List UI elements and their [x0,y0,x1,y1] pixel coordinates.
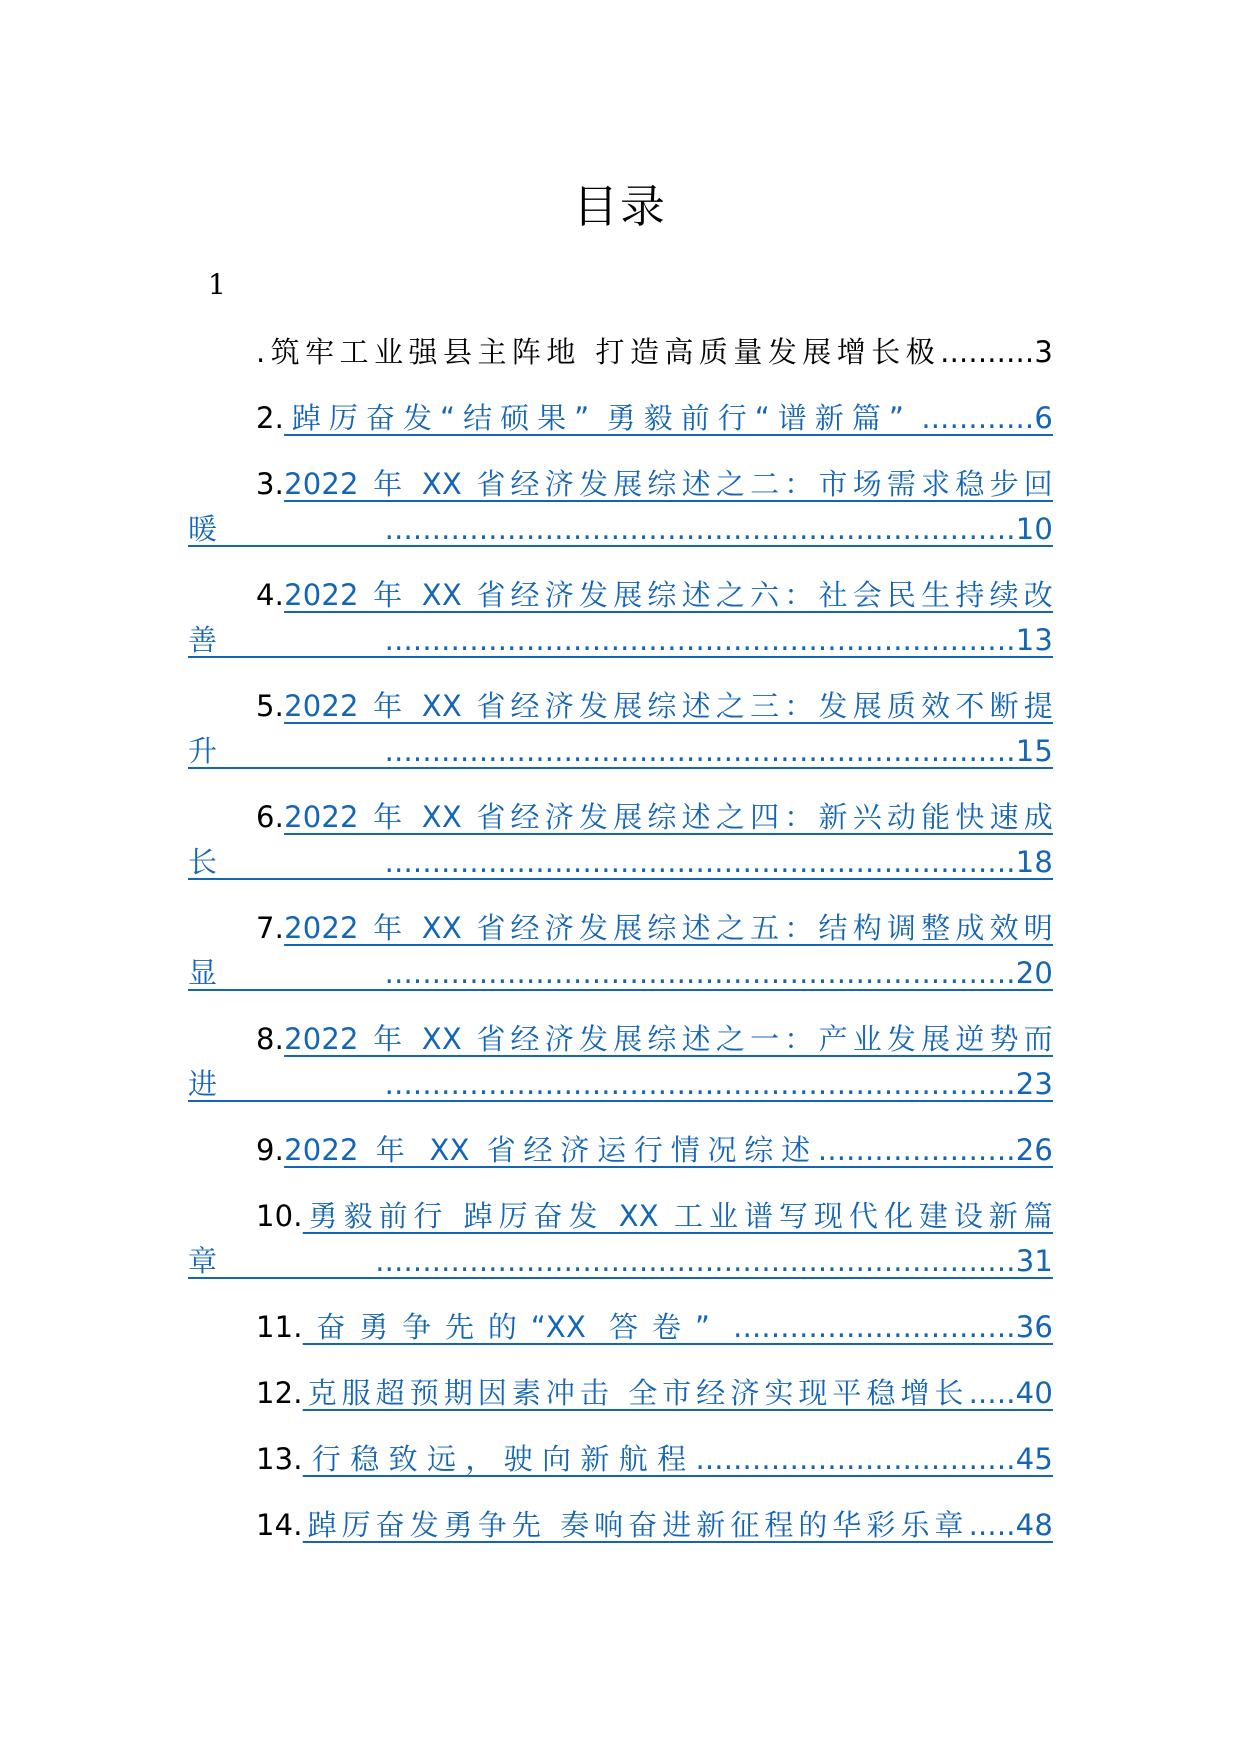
toc-entry-number: 6. [256,800,285,834]
toc-entry-link[interactable]: 2022 年 XX 省经济发展综述之五：结构调整成效明显...................................................................20 [188,911,1053,990]
toc-entry-number: 3. [256,467,285,501]
toc-entry-number: 13. [256,1442,303,1476]
toc-entry-13 [188,1437,1053,1482]
toc-entry-link[interactable]: 2022 年 XX 省经济发展综述之六：社会民生持续改善...................................................................13 [188,578,1053,657]
toc-entry-10 [188,1194,1053,1284]
toc-entry-1 [188,330,1053,375]
toc-entry-link[interactable]: 2022 年 XX 省经济发展综述之一：产业发展逆势而进...................................................................23 [188,1022,1053,1101]
toc-entry-number: 12. [256,1376,303,1410]
table-of-contents [188,330,1053,1569]
toc-entry-number: 8. [256,1022,285,1056]
toc-entry-number: 2. [256,401,285,435]
toc-entry-6 [188,795,1053,885]
toc-entry-link[interactable]: 踔厉奋发“结硕果” 勇毅前行“谱新篇” ............6 [284,401,1053,435]
toc-entry-link[interactable]: 2022 年 XX 省经济运行情况综述.....................26 [284,1133,1053,1167]
toc-entry-11 [188,1305,1053,1350]
toc-entry-8 [188,1017,1053,1107]
toc-entry-number: 14. [256,1508,303,1542]
toc-entry-4 [188,573,1053,663]
toc-entry-number: . [256,335,266,369]
toc-entry-number: 4. [256,578,285,612]
toc-entry-link[interactable]: 勇毅前行 踔厉奋发 XX 工业谱写现代化建设新篇章....................................................................31 [188,1199,1053,1278]
toc-entry-7 [188,906,1053,996]
toc-entry-number: 9. [256,1133,285,1167]
toc-entry-12 [188,1371,1053,1416]
toc-title: 目录 [572,180,667,233]
toc-entry-9 [188,1128,1053,1173]
toc-entry-number: 7. [256,911,285,945]
toc-entry-number: 5. [256,689,285,723]
page-marker: 1 [208,268,226,301]
toc-entry-link[interactable]: 2022 年 XX 省经济发展综述之二：市场需求稳步回暖...................................................................10 [188,467,1053,546]
toc-entry-link[interactable]: 行稳致远，驶向新航程..................................45 [302,1442,1053,1476]
toc-entry-2 [188,396,1053,441]
toc-entry-3 [188,462,1053,552]
toc-entry-link[interactable]: 奋勇争先的“XX 答卷” ..............................36 [302,1310,1053,1344]
toc-entry-link[interactable]: 克服超预期因素冲击 全市经济实现平稳增长.....40 [302,1376,1053,1410]
toc-entry-link[interactable]: 2022 年 XX 省经济发展综述之三：发展质效不断提升...................................................................15 [188,689,1053,768]
toc-entry-number: 10. [256,1199,303,1233]
toc-entry-5 [188,684,1053,774]
toc-entry-link[interactable]: 2022 年 XX 省经济发展综述之四：新兴动能快速成长...................................................................18 [188,800,1053,879]
toc-entry-text: 筑牢工业强县主阵地 打造高质量发展增长极..........3 [265,335,1053,369]
toc-entry-link[interactable]: 踔厉奋发勇争先 奏响奋进新征程的华彩乐章.....48 [302,1508,1053,1542]
toc-entry-14 [188,1503,1053,1548]
toc-entry-number: 11. [256,1310,303,1344]
